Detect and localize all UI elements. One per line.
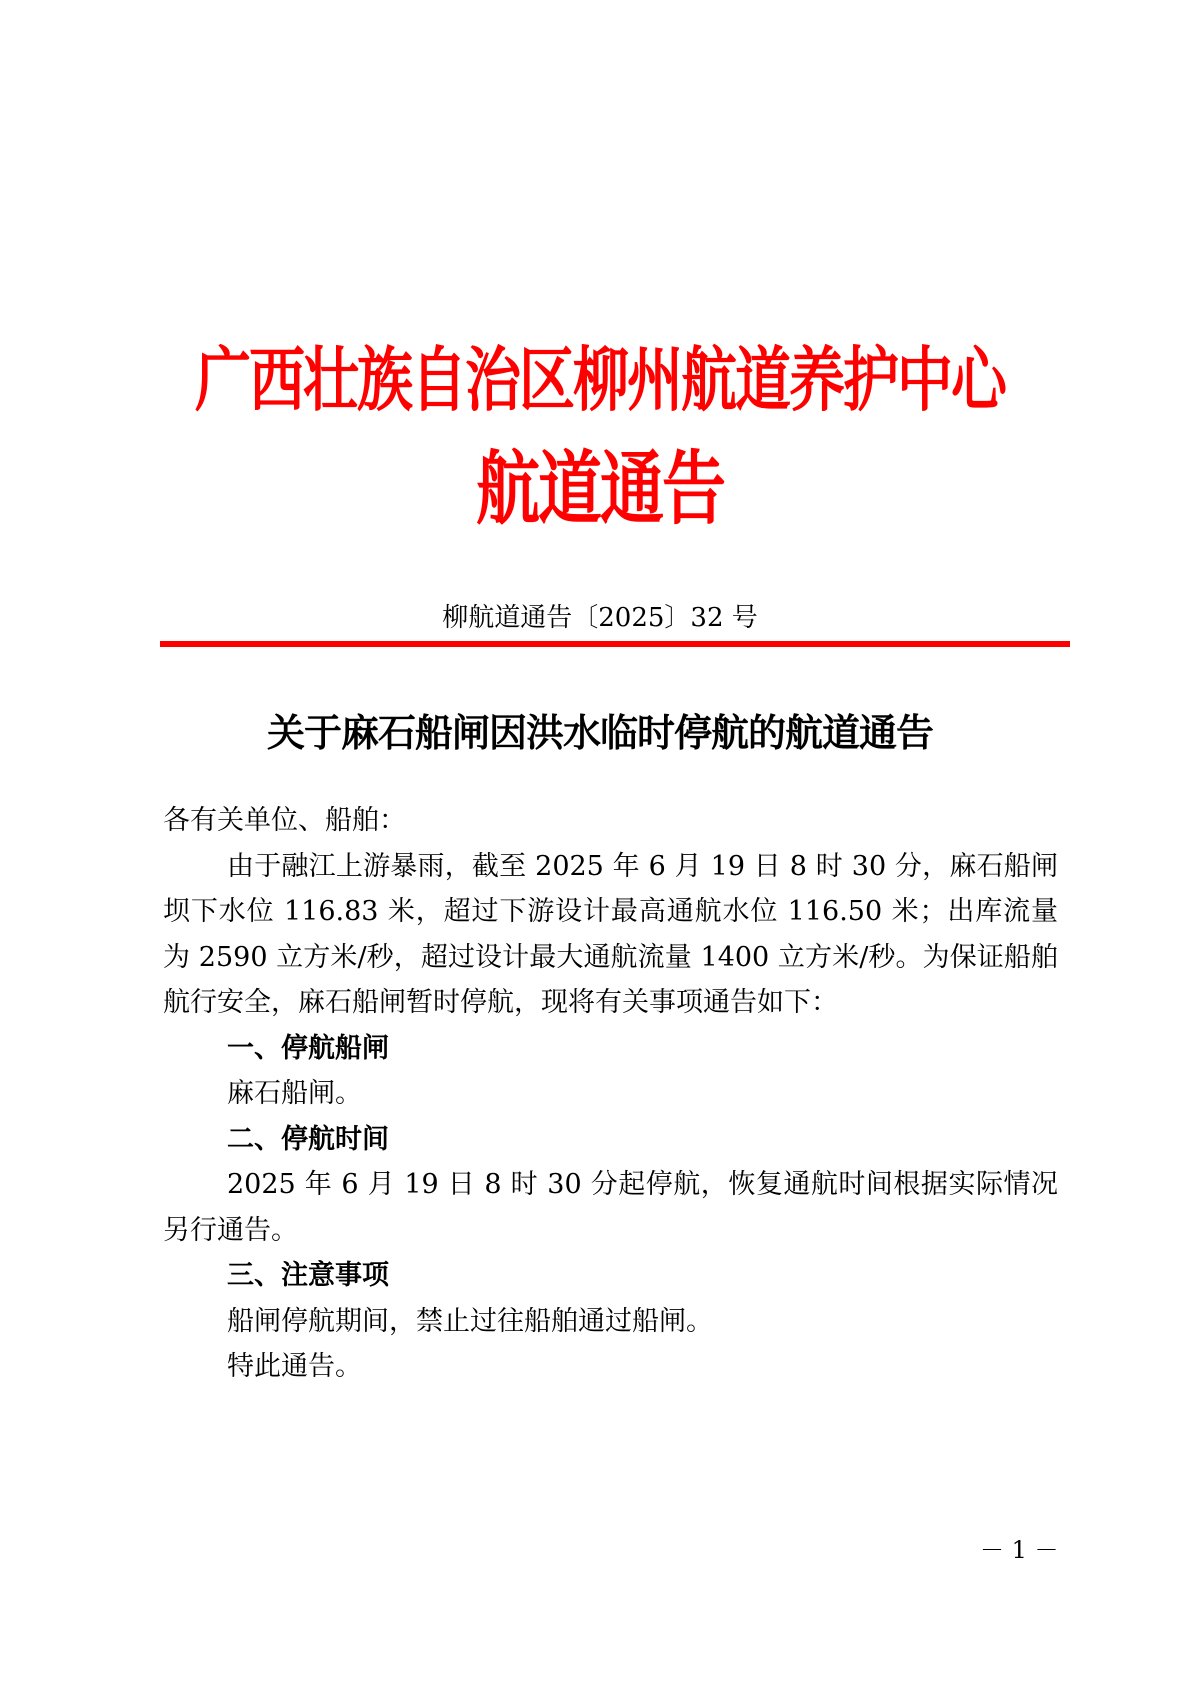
notice-title: 关于麻石船闸因洪水临时停航的航道通告 [266, 710, 933, 755]
section-heading-3: 三、注意事项 [227, 1260, 389, 1291]
section-heading-2: 二、停航时间 [227, 1123, 389, 1155]
section-content-3: 船闸停航期间，禁止过往船舶通过船闸。 [227, 1305, 713, 1337]
notice-body [163, 798, 1058, 1390]
page-number: － 1 － [980, 1536, 1059, 1564]
intro-paragraph: 由于融江上游暴雨，截至 2025 年 6 月 19 日 8 时 30 分，麻石船闸坝下水位 116.83 米，超过下游设计最高通航水位 116.50 米；出库流量为 2590 立方米/秒，超过设计最大通航流量 1400 立方米/秒。为保证船舶航行安全，麻石船闸暂时停航，现将有关事项通告如下： [163, 850, 1058, 1018]
section-content-1: 麻石船闸。 [227, 1078, 362, 1109]
red-divider-line [160, 641, 1070, 647]
salutation: 各有关单位、船舶： [163, 805, 406, 836]
closing-line: 特此通告。 [227, 1351, 362, 1382]
document-type-title: 航道通告 [476, 442, 724, 537]
section-heading-1: 一、停航船闸 [227, 1032, 389, 1064]
section-content-2: 2025 年 6 月 19 日 8 时 30 分起停航，恢复通航时间根据实际情况另行通告。 [163, 1169, 1058, 1246]
document-number: 柳航道通告〔2025〕32 号 [442, 603, 758, 633]
issuing-organization: 广西壮族自治区柳州航道养护中心 [195, 338, 1005, 422]
